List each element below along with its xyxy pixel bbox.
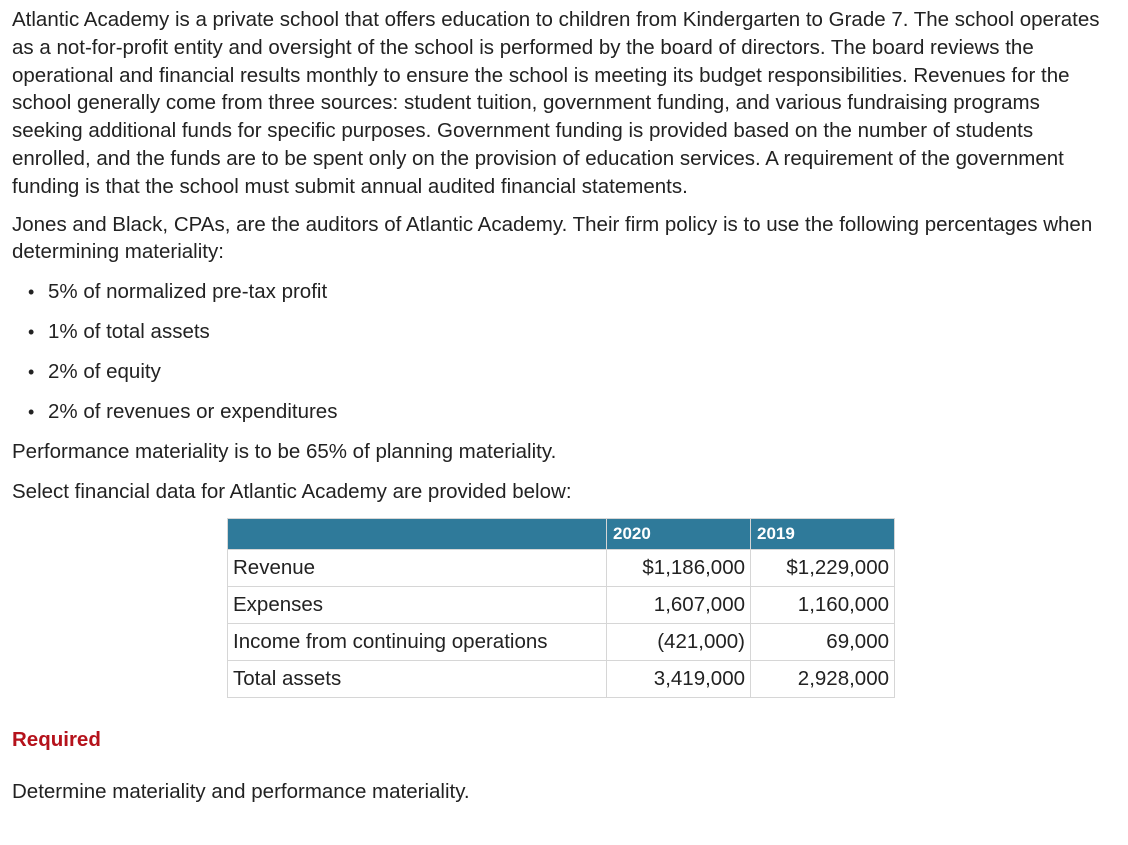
bullet-icon: •	[28, 322, 35, 343]
list-item: • 2% of equity	[26, 352, 1116, 392]
value-2019: 1,160,000	[751, 587, 895, 624]
auditors-paragraph: Jones and Black, CPAs, are the auditors of Atlantic Academy. Their firm policy is to use the following percentages when determining materiality:	[12, 212, 1093, 264]
value-2020: $1,186,000	[607, 550, 751, 587]
table-row	[228, 587, 895, 624]
table-header-row	[228, 519, 895, 550]
table-row	[228, 661, 895, 698]
value-2020: (421,000)	[607, 624, 751, 661]
financial-data-table-wrapper	[227, 518, 1116, 698]
row-label: Revenue	[228, 550, 607, 587]
list-item: • 5% of normalized pre-tax profit	[26, 272, 1116, 312]
header-cell-2019: 2019	[751, 519, 895, 550]
value-2020: 1,607,000	[607, 587, 751, 624]
materiality-percentages-list	[12, 272, 1116, 432]
row-label: Income from continuing operations	[228, 624, 607, 661]
list-item: • 2% of revenues or expenditures	[26, 392, 1116, 432]
row-label: Total assets	[228, 661, 607, 698]
row-label: Expenses	[228, 587, 607, 624]
select-data-intro: Select financial data for Atlantic Academy are provided below:	[12, 480, 572, 504]
bullet-icon: •	[28, 402, 35, 423]
required-heading: Required	[12, 728, 101, 752]
required-task: Determine materiality and performance materiality.	[12, 780, 470, 804]
list-item: • 1% of total assets	[26, 312, 1116, 352]
intro-paragraph: Atlantic Academy is a private school that offers education to children from Kindergarten to Grade 7. The school operates as a not-for-profit entity and oversight of the school is performed by the board of directors. The board reviews the operational and financial results monthly to ensure the school is meeting its budget responsibilities. Revenues for the school generally come from three sources: student tuition, government funding, and various fundraising programs seeking additional funds for specific purposes. Government funding is provided based on the number of students enrolled, and the funds are to be spent only on the provision of education services. A requirement of the government funding is that the school must submit annual audited financial statements.	[12, 8, 1100, 198]
value-2019: 2,928,000	[751, 661, 895, 698]
value-2019: 69,000	[751, 624, 895, 661]
value-2020: 3,419,000	[607, 661, 751, 698]
header-cell-label	[228, 519, 607, 550]
financial-data-table	[227, 518, 895, 698]
value-2019: $1,229,000	[751, 550, 895, 587]
header-cell-2020: 2020	[607, 519, 751, 550]
table-row	[228, 550, 895, 587]
bullet-icon: •	[28, 282, 35, 303]
bullet-icon: •	[28, 362, 35, 383]
performance-materiality-note: Performance materiality is to be 65% of planning materiality.	[12, 440, 557, 464]
table-row	[228, 624, 895, 661]
